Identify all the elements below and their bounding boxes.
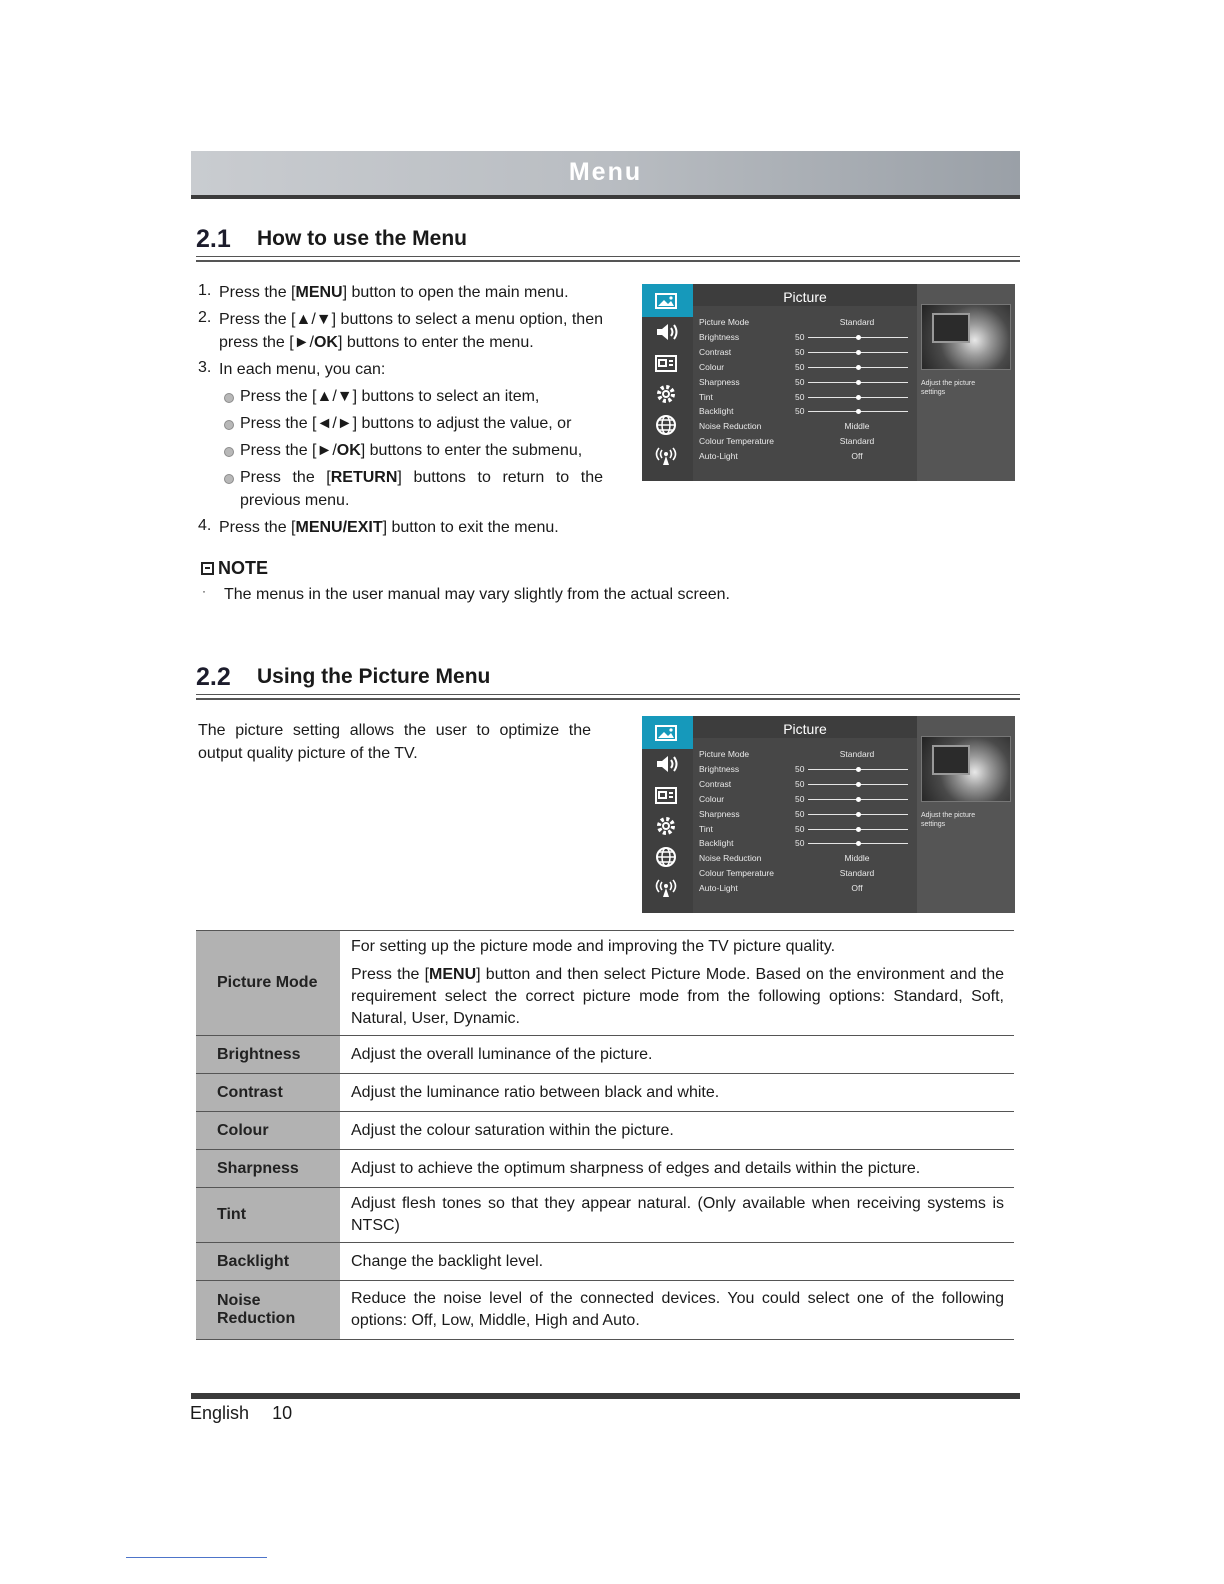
slider-track: [808, 784, 908, 785]
tv-menu-row: [699, 792, 911, 807]
tv-menu-item-label: Noise Reduction: [699, 853, 762, 864]
slider-knob: [856, 335, 861, 340]
tv-menu-item-value: 50: [795, 823, 805, 834]
slider-track: [808, 829, 908, 830]
slider-track: [808, 397, 908, 398]
tv-menu-item-label: Colour: [699, 793, 725, 804]
tv-menu-row: [699, 747, 911, 762]
step-item: [198, 308, 603, 354]
tv-menu-panel: [693, 284, 917, 481]
preview-hint-text: Adjust the picture settings: [921, 812, 976, 828]
intro-paragraph: The picture setting allows the user to optimize the output quality picture of the TV.: [198, 722, 591, 762]
step-text: [219, 284, 569, 301]
tv-menu-item-value: 50: [795, 838, 805, 849]
tv-menu-title: Picture: [783, 289, 827, 305]
bullet-dot: [224, 447, 234, 457]
broadcast-icon: [654, 877, 680, 901]
section-heading-2-1: [196, 225, 1014, 255]
tv-menu-item-value: Standard: [839, 749, 875, 759]
tv-menu-item-label: Auto-Light: [699, 883, 738, 894]
text-fragment: Adjust to achieve the optimum sharpness of edges and details within the picture.: [351, 1159, 921, 1177]
tv-menu-item-value: 50: [795, 406, 805, 417]
preview-thumbnail: [921, 304, 1011, 370]
page-number: 10: [272, 1403, 293, 1423]
footer-language: English: [190, 1403, 250, 1423]
description-paragraph: [351, 1193, 1004, 1237]
text-fragment: Press the [▲/▼] buttons to select a menu option, then press the [►/: [219, 311, 603, 351]
tv-menu-item-label: Tint: [699, 391, 713, 402]
broadcast-icon: [654, 445, 680, 469]
slider-knob: [856, 380, 861, 385]
tv-menu-item-label: Backlight: [699, 406, 734, 417]
tv-menu-item-label: Noise Reduction: [699, 421, 762, 432]
tv-menu-item-label: Picture Mode: [699, 317, 750, 327]
chapter-banner: [191, 151, 1020, 199]
settings-icon: [654, 815, 680, 839]
tv-menu-item-value: 50: [795, 376, 805, 387]
setting-name: Brightness: [196, 1036, 340, 1074]
text-fragment: For setting up the picture mode and improving the TV picture quality.: [351, 938, 836, 955]
tv-menu-row: [699, 866, 911, 881]
preview-hint-text: Adjust the picture settings: [921, 380, 976, 396]
tv-menu-item-label: Colour Temperature: [699, 868, 774, 879]
step-number: 4.: [198, 517, 212, 534]
bullet-dot: [224, 393, 234, 403]
text-fragment: ] buttons to enter the menu.: [337, 334, 534, 351]
text-fragment: Press the [►/: [240, 442, 337, 459]
tv-menu-row: [699, 881, 911, 896]
step-text: In each menu, you can:: [219, 361, 386, 378]
button-name: OK: [313, 334, 338, 351]
slider-knob: [856, 782, 861, 787]
tv-menu-row: [699, 345, 911, 360]
tv-menu-item-value: Standard: [839, 436, 875, 447]
section-title: Using the Picture Menu: [257, 665, 491, 688]
section-number: 2.2: [196, 663, 231, 691]
setting-name: Noise Reduction: [196, 1281, 340, 1340]
slider-track: [808, 843, 908, 844]
heading-rule: [196, 256, 1020, 257]
tv-menu-panel: [693, 716, 917, 913]
slider-track: [808, 352, 908, 353]
tv-picture-menu-screenshot: [642, 716, 1015, 913]
table-row: [196, 1150, 1014, 1188]
step-text: [219, 519, 559, 536]
tv-menu-item-value: Off: [851, 883, 863, 894]
note-text: The menus in the user manual may vary slightly from the actual screen.: [224, 586, 730, 603]
description-paragraph: [351, 936, 1004, 958]
table-row: [196, 1243, 1014, 1281]
tv-menu-item-value: 50: [795, 361, 805, 372]
step-number: 2.: [198, 309, 212, 326]
tv-menu-item-value: Standard: [839, 317, 875, 327]
setting-description: [340, 1112, 1014, 1150]
tv-menu-sidebar: [642, 284, 693, 481]
button-name: MENU/EXIT: [295, 519, 383, 536]
slider-knob: [856, 350, 861, 355]
text-fragment: ] button to open the main menu.: [342, 284, 569, 301]
heading-rule: [196, 260, 1020, 262]
tv-menu-item-value: 50: [795, 763, 805, 774]
button-name: MENU: [429, 966, 477, 983]
text-fragment: Press the [▲/▼] buttons to select an item,: [240, 388, 540, 405]
tv-menu-item-label: Brightness: [699, 331, 740, 342]
text-fragment: Press the [: [240, 469, 331, 486]
table-row: [196, 931, 1014, 1036]
tv-menu-row: [699, 807, 911, 822]
description-paragraph: [351, 1120, 1004, 1142]
slider-knob: [856, 409, 861, 414]
text-fragment: Adjust flesh tones so that they appear natural. (Only available when receiving systems is NTSC): [351, 1195, 1004, 1234]
text-fragment: Adjust the luminance ratio between black and white.: [351, 1083, 720, 1101]
text-fragment: Adjust the colour saturation within the picture.: [351, 1121, 674, 1139]
bullet-dot: [224, 420, 234, 430]
text-fragment: Press the [: [219, 284, 296, 301]
slider-track: [808, 382, 908, 383]
tv-menu-item-label: Colour Temperature: [699, 436, 774, 447]
text-fragment: Reduce the noise level of the connected devices. You could select one of the following options: Off, Low, Middle, High and Auto.: [351, 1290, 1004, 1329]
tv-menu-preview-panel: [917, 284, 1015, 481]
tv-menu-row: [699, 375, 911, 390]
text-fragment: ] button to exit the menu.: [382, 519, 559, 536]
text-fragment: Adjust the overall luminance of the picture.: [351, 1045, 653, 1063]
tv-menu-row: [699, 836, 911, 851]
slider-knob: [856, 767, 861, 772]
step-text: [219, 311, 603, 351]
tv-menu-item-label: Contrast: [699, 346, 732, 357]
tv-menu-row: [699, 777, 911, 792]
tv-menu-item-value: 50: [795, 346, 805, 357]
sound-icon: [654, 753, 680, 777]
tv-menu-item-label: Picture Mode: [699, 749, 750, 759]
text-fragment: ] buttons to enter the submenu,: [360, 442, 583, 459]
tv-menu-sidebar: [642, 716, 693, 913]
description-paragraph: [351, 1044, 1004, 1066]
bullet-text: [240, 415, 571, 432]
section-heading-2-2: [196, 663, 1014, 693]
network-icon: [654, 414, 680, 438]
slider-track: [808, 814, 908, 815]
slider-track: [808, 411, 908, 412]
tv-menu-row: [699, 434, 911, 449]
link-underline: [126, 1557, 267, 1558]
bullet-text: [240, 388, 539, 405]
tv-menu-item-label: Sharpness: [699, 376, 740, 387]
tv-menu-item-label: Colour: [699, 361, 725, 372]
button-name: RETURN: [330, 469, 398, 486]
footer: [190, 1403, 310, 1424]
slider-track: [808, 799, 908, 800]
note-icon: [201, 562, 214, 575]
setting-name: Picture Mode: [196, 931, 340, 1036]
bullet-dot: [224, 474, 234, 484]
slider-track: [808, 367, 908, 368]
setting-description: [340, 1150, 1014, 1188]
tv-menu-row: [699, 330, 911, 345]
tv-menu-item-value: Off: [851, 451, 863, 462]
tv-menu-title: Picture: [783, 721, 827, 737]
tv-menu-row: [699, 851, 911, 866]
tv-menu-row: [699, 390, 911, 405]
tv-menu-row: [699, 315, 911, 330]
slider-track: [808, 337, 908, 338]
network-icon: [654, 846, 680, 870]
tv-menu-row: [699, 449, 911, 464]
step-item: [198, 358, 603, 512]
tv-menu-row: [699, 360, 911, 375]
bullet-text: [240, 442, 582, 459]
section-number: 2.1: [196, 225, 231, 253]
tv-menu-item-label: Brightness: [699, 763, 740, 774]
text-fragment: Press the [: [351, 966, 430, 983]
table-row: [196, 1112, 1014, 1150]
channel-icon: [654, 784, 680, 808]
picture-settings-table: [196, 930, 1014, 1340]
tv-menu-item-value: 50: [795, 778, 805, 789]
note-box: [201, 558, 801, 604]
setting-description: [340, 1188, 1014, 1243]
slider-knob: [856, 365, 861, 370]
channel-icon: [654, 352, 680, 376]
picture-icon: [654, 722, 680, 746]
slider-knob: [856, 797, 861, 802]
picture-icon: [654, 290, 680, 314]
setting-description: [340, 1074, 1014, 1112]
table-row: [196, 1281, 1014, 1340]
text-fragment: ] button and then select Picture Mode. Based on the environment and the requirement select the correct picture mode from the following options: Standard, Soft, Natural, User, Dynamic.: [351, 966, 1004, 1027]
tv-menu-item-value: Middle: [844, 853, 870, 864]
slider-knob: [856, 827, 861, 832]
settings-icon: [654, 383, 680, 407]
tv-menu-item-label: Sharpness: [699, 808, 740, 819]
tv-menu-item-value: 50: [795, 808, 805, 819]
tv-menu-item-label: Contrast: [699, 778, 732, 789]
tv-menu-item-value: 50: [795, 793, 805, 804]
chapter-title: Menu: [568, 158, 643, 186]
description-paragraph: [351, 1288, 1004, 1332]
bullet-item: [219, 412, 603, 435]
tv-menu-item-label: Tint: [699, 823, 713, 834]
step-item: [198, 516, 603, 539]
description-paragraph: [351, 1251, 1004, 1273]
setting-description: [340, 1036, 1014, 1074]
note-heading: NOTE: [218, 558, 269, 578]
text-fragment: Press the [◄/►] buttons to adjust the value, or: [240, 415, 572, 432]
bullet-item: [219, 439, 603, 462]
table-row: [196, 1188, 1014, 1243]
table-row: [196, 1074, 1014, 1112]
setting-name: Colour: [196, 1112, 340, 1150]
step-number: 1.: [198, 282, 212, 299]
setting-name: Backlight: [196, 1243, 340, 1281]
sound-icon: [654, 321, 680, 345]
tv-menu-item-value: Middle: [844, 421, 870, 432]
heading-rule: [196, 698, 1020, 700]
tv-menu-item-label: Backlight: [699, 838, 734, 849]
tv-menu-item-value: Standard: [839, 868, 875, 879]
tv-menu-row: [699, 822, 911, 837]
setting-description: [340, 1281, 1014, 1340]
text-fragment: Change the backlight level.: [351, 1252, 544, 1270]
text-fragment: ] buttons to return to the previous menu.: [240, 469, 603, 509]
setting-description: [340, 1243, 1014, 1281]
tv-menu-item-value: 50: [795, 331, 805, 342]
setting-name: Contrast: [196, 1074, 340, 1112]
text-fragment: Press the [: [219, 519, 296, 536]
button-name: MENU: [295, 284, 343, 301]
tv-menu-item-label: Auto-Light: [699, 451, 738, 462]
description-paragraph: [351, 964, 1004, 1030]
slider-knob: [856, 395, 861, 400]
bullet-item: [219, 385, 603, 408]
preview-thumbnail: [921, 736, 1011, 802]
setting-name: Tint: [196, 1188, 340, 1243]
bullet-text: [240, 469, 603, 509]
heading-rule: [196, 694, 1020, 695]
setting-name: Sharpness: [196, 1150, 340, 1188]
section-title: How to use the Menu: [257, 227, 467, 250]
slider-track: [808, 769, 908, 770]
tv-picture-menu-screenshot: [642, 284, 1015, 481]
step-number: 3.: [198, 359, 212, 376]
footer-rule: [191, 1393, 1020, 1399]
tv-menu-row: [699, 762, 911, 777]
tv-menu-row: [699, 419, 911, 434]
description-paragraph: [351, 1082, 1004, 1104]
steps-list: [198, 281, 603, 543]
bullet-item: [219, 466, 603, 512]
tv-menu-item-value: 50: [795, 391, 805, 402]
table-row: [196, 1036, 1014, 1074]
description-paragraph: [351, 1158, 1004, 1180]
slider-knob: [856, 841, 861, 846]
setting-description: [340, 931, 1014, 1036]
button-name: OK: [336, 442, 361, 459]
tv-menu-row: [699, 404, 911, 419]
step-item: [198, 281, 603, 304]
slider-knob: [856, 812, 861, 817]
tv-menu-preview-panel: [917, 716, 1015, 913]
note-bullet: ·: [202, 584, 206, 598]
